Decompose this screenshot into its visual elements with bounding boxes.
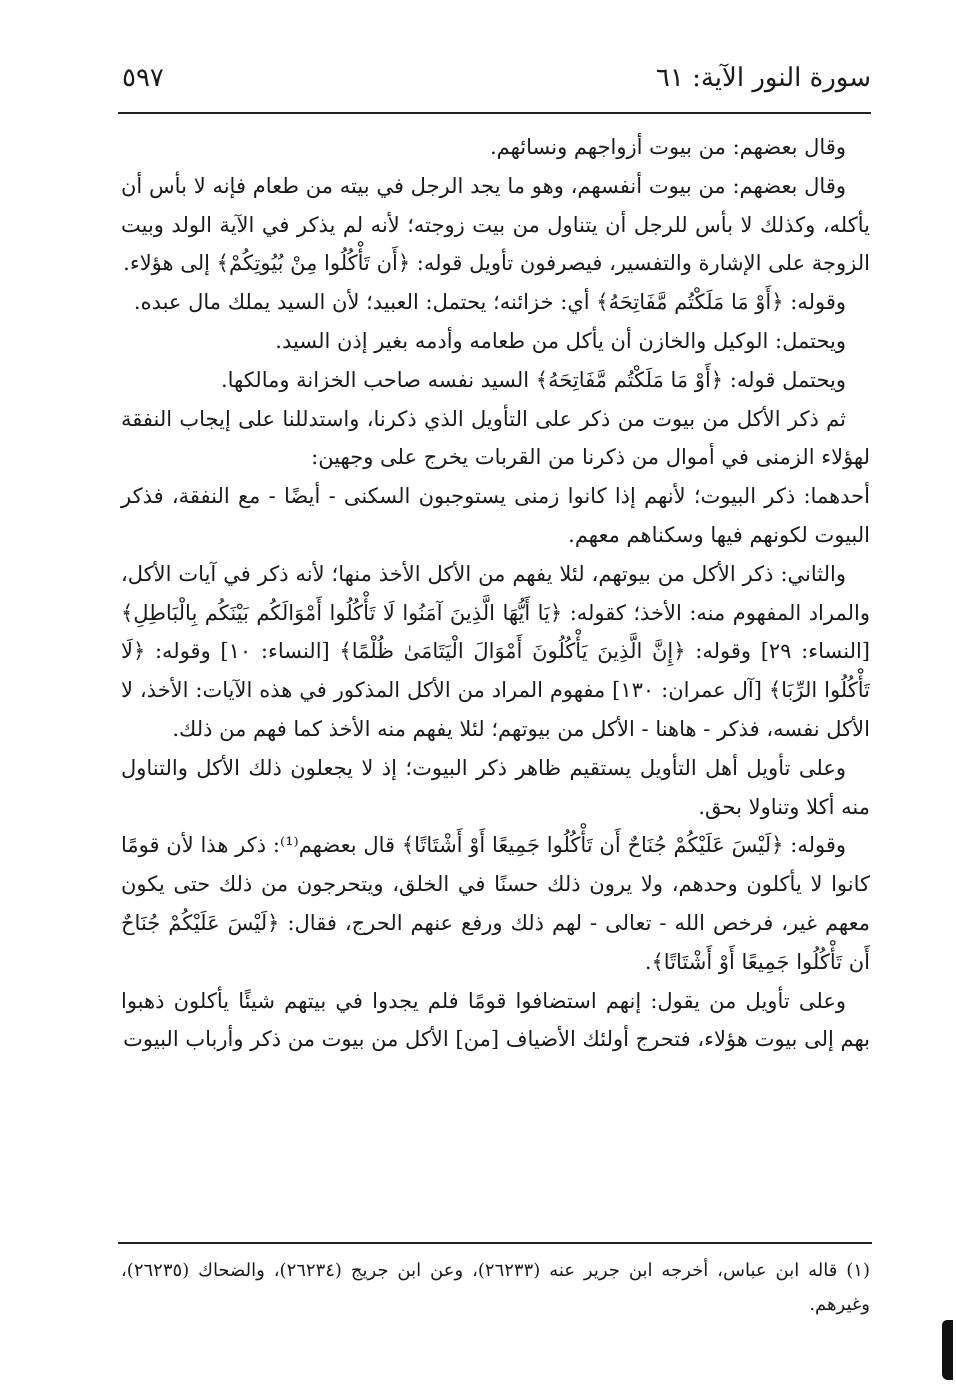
paragraph: أحدهما: ذكر البيوت؛ لأنهم إذا كانوا زمنى يستوجبون السكنى - أيضًا - مع النفقة، فذكر البيوت لكونهم فيها وسكناهم معهم. — [121, 484, 870, 547]
footnote: (١) قاله ابن عباس، أخرجه ابن جرير عنه (٢٦٢٣٣)، وعن ابن جريج (٢٦٢٣٤)، والضحاك (٢٦٢٣٥)، وغيرهم. — [121, 1260, 870, 1315]
paragraph: ويحتمل قوله: ﴿أَوْ مَا مَلَكْتُم مَّفَاتِحَهُ﴾ السيد نفسه صاحب الخزانة ومالكها. — [220, 367, 846, 392]
page-header — [118, 55, 871, 115]
header-rule — [118, 112, 871, 114]
paragraph: والثاني: ذكر الأكل من بيوتهم، لئلا يفهم من الأكل الأخذ منها؛ لأنه ذكر في آيات الأكل، والمراد المفهوم منه: الأخذ؛ كقوله: ﴿يَا أَيُّهَا الَّذِينَ آمَنُوا لَا تَأْكُلُوا أَمْوَالَكُم بَيْنَكُم بِالْبَاطِلِ﴾ [النساء: ٢٩] وقوله: ﴿إِنَّ الَّذِينَ يَأْكُلُونَ أَمْوَالَ الْيَتَامَىٰ ظُلْمًا﴾ [النساء: ١٠] وقوله: ﴿لَا تَأْكُلُوا الرِّبَا﴾ [آل عمران: ١٣٠] مفهوم المراد من الأكل المذكور في هذه الآيات: الأخذ، لا الأكل نفسه، فذكر - هاهنا - الأكل من بيوتهم؛ لئلا يفهم منه الأخذ كما فهم من ذلك. — [121, 561, 871, 741]
paragraph: وقوله: ﴿لَيْسَ عَلَيْكُمْ جُنَاحٌ أَن تَأْكُلُوا جَمِيعًا أَوْ أَشْتَاتًا﴾ قال بعضهم⁽¹⁾: ذكر هذا لأن قومًا كانوا لا يأكلون وحدهم، ولا يرون ذلك حسنًا في الخلق، ويتحرجون من ذلك حتى يكون معهم غير، فرخص الله - تعالى - لهم ذلك ورفع عنهم الحرج، فقال: ﴿لَيْسَ عَلَيْكُمْ جُنَاحٌ أَن تَأْكُلُوا جَمِيعًا أَوْ أَشْتَاتًا﴾. — [121, 833, 870, 974]
body-text — [121, 128, 870, 1059]
paragraph: ويحتمل: الوكيل والخازن أن يأكل من طعامه وأدمه بغير إذن السيد. — [275, 328, 846, 353]
footnote-rule — [118, 1242, 872, 1244]
scan-edge-mark — [942, 1320, 953, 1380]
paragraph: وقال بعضهم: من بيوت أنفسهم، وهو ما يجد الرجل في بيته من طعام فإنه لا بأس أن يأكله، وكذلك لا بأس للرجل أن يتناول من بيت زوجته؛ لأنه لم يذكر في الآية الولد وبيت الزوجة على الإشارة والتفسير، فيصرفون تأويل قوله: ﴿أَن تَأْكُلُوا مِنْ بُيُوتِكُمْ﴾ إلى هؤلاء. — [121, 173, 870, 276]
paragraph: وقال بعضهم: من بيوت أزواجهم ونسائهم. — [489, 135, 846, 159]
page-number: ٥٩٧ — [122, 63, 164, 93]
paragraph: وعلى تأويل أهل التأويل يستقيم ظاهر ذكر البيوت؛ إذ لا يجعلون ذلك الأكل والتناول منه أكلا وتناولا بحق. — [121, 755, 870, 819]
paragraph: وقوله: ﴿أَوْ مَا مَلَكْتُم مَّفَاتِحَهُ﴾ أي: خزائنه؛ يحتمل: العبيد؛ لأن السيد يملك مال عبده. — [133, 290, 846, 315]
paragraph: وعلى تأويل من يقول: إنهم استضافوا قومًا فلم يجدوا في بيتهم شيئًا يأكلون ذهبوا بهم إلى بيوت هؤلاء، فتحرج أولئك الأضياف [من] الأكل من بيوت من ذكر وأرباب البيوت — [121, 988, 870, 1052]
paragraph: ثم ذكر الأكل من بيوت من ذكر على التأويل الذي ذكرنا، واستدللنا على إيجاب النفقة لهؤلاء الزمنى في أموال من ذكرنا من القربات يخرج على وجهين: — [121, 406, 870, 470]
running-title: سورة النور الآية: ٦١ — [655, 63, 871, 93]
